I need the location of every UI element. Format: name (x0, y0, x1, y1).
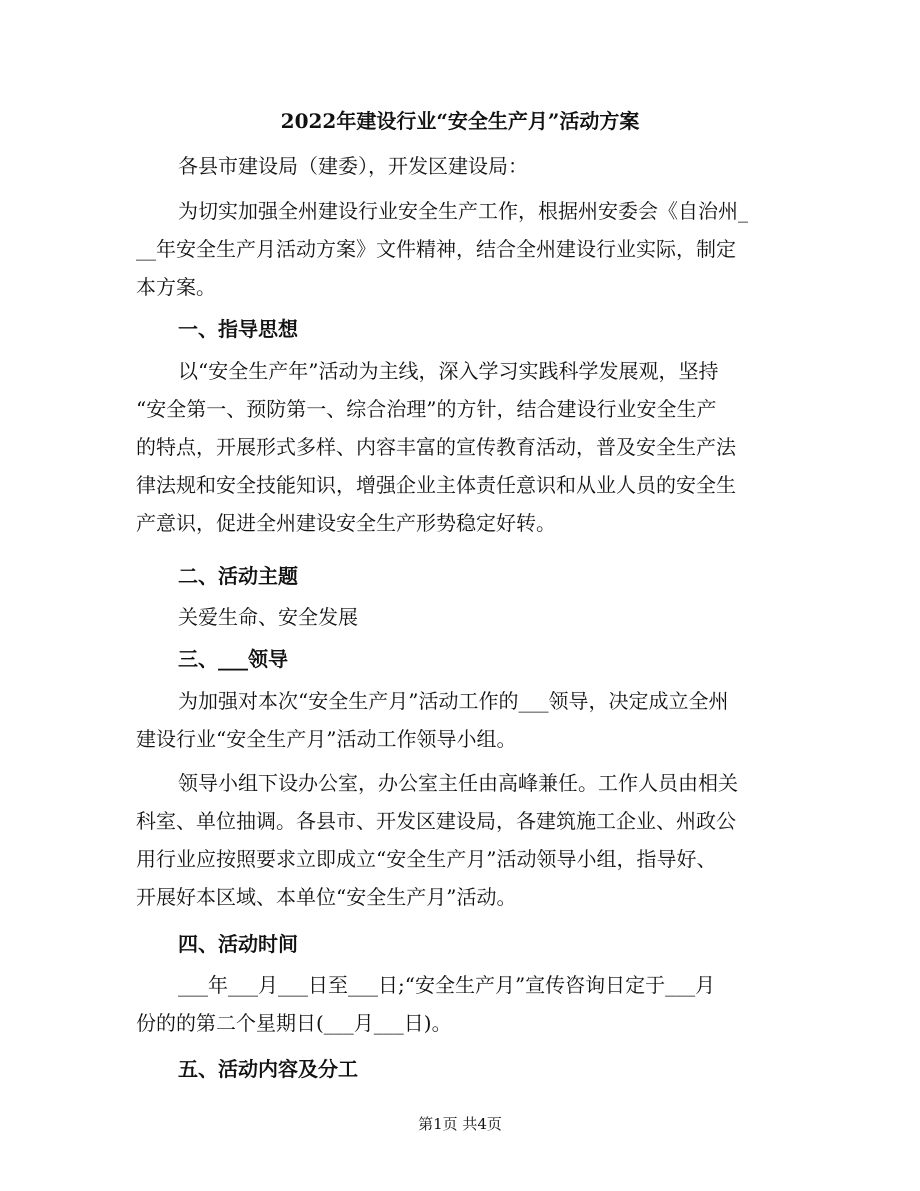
page-number: 第1页 共4页 (418, 1115, 502, 1133)
text-line: ___年___月___日至___日;“安全生产月”宣传咨询日定于___月 (178, 973, 716, 997)
section-3-paragraph-1 (136, 682, 776, 758)
section-5 (136, 1050, 776, 1088)
text-line: 为加强对本次“安全生产月”活动工作的___领导，决定成立全州 (178, 689, 729, 713)
text-line: 律法规和安全技能知识，增强企业主体责任意识和从业人员的安全生 (136, 473, 736, 497)
section-heading: 五、活动内容及分工 (178, 1057, 358, 1081)
text-line: 关爱生命、安全发展 (178, 605, 358, 629)
section-heading: 三、___领导 (178, 647, 288, 671)
section-3-paragraph-2 (136, 764, 776, 916)
section-3 (136, 640, 776, 678)
section-1-paragraph (136, 352, 776, 542)
section-heading: 四、活动时间 (178, 932, 298, 956)
text-line: 建设行业“安全生产月”活动工作领导小组。 (136, 727, 517, 751)
text-line: 以“安全生产年”活动为主线，深入学习实践科学发展观，坚持 (178, 359, 719, 383)
salutation (136, 147, 776, 185)
text-line: 本方案。 (136, 275, 216, 299)
salutation-line: 各县市建设局（建委），开发区建设局： (178, 154, 528, 178)
text-line: 用行业应按照要求立即成立“安全生产月”活动领导小组，指导好、 (136, 847, 717, 871)
text-line: __年安全生产月活动方案》文件精神，结合全州建设行业实际，制定 (136, 237, 736, 261)
intro-paragraph (136, 192, 776, 306)
text-line: 领导小组下设办公室，办公室主任由高峰兼任。工作人员由相关 (178, 771, 738, 795)
text-line: 为切实加强全州建设行业安全生产工作，根据州安委会《自治州_ (178, 199, 748, 223)
section-2-paragraph (136, 598, 776, 636)
section-1 (136, 310, 776, 348)
text-line: 开展好本区域、本单位“安全生产月”活动。 (136, 885, 517, 909)
text-line: 产意识，促进全州建设安全生产形势稳定好转。 (136, 511, 556, 535)
section-heading: 二、活动主题 (178, 564, 298, 588)
section-4-paragraph (136, 966, 776, 1042)
text-line: “安全第一、预防第一、综合治理”的方针，结合建设行业安全生产 (136, 397, 717, 421)
text-line: 科室、单位抽调。各县市、开发区建设局，各建筑施工企业、州政公 (136, 809, 736, 833)
text-line: 的特点，开展形式多样、内容丰富的宣传教育活动，普及安全生产法 (136, 435, 736, 459)
section-heading: 一、指导思想 (178, 317, 298, 341)
section-2 (136, 557, 776, 595)
document-title: 2022年建设行业“安全生产月”活动方案 (280, 109, 640, 133)
text-line: 份的的第二个星期日(___月___日)。 (136, 1011, 452, 1035)
section-4 (136, 925, 776, 963)
